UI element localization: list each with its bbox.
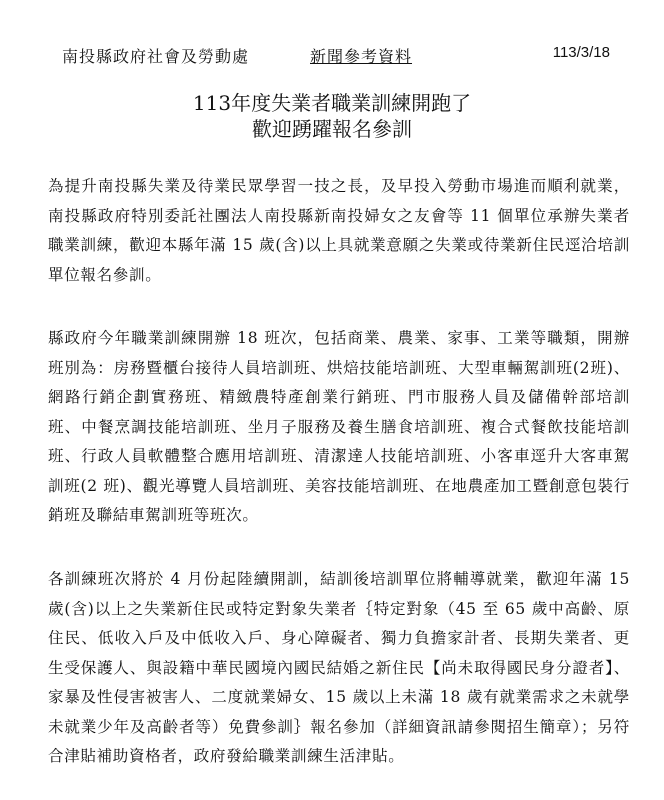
document-header bbox=[62, 44, 610, 70]
title-line-1: 113年度失業者職業訓練開跑了 bbox=[192, 91, 472, 115]
release-date: 113/3/18 bbox=[552, 44, 610, 61]
paragraph-courses: 縣政府今年職業訓練開辦 18 班次，包括商業、農業、家事、工業等職類，開辦班別為：房務暨櫃台接待人員培訓班、烘焙技能培訓班、大型車輛駕訓班(2班)、網路行銷企劃實務班、精緻農特產創業行銷班、門市服務人員及儲備幹部培訓班、中餐烹調技能培訓班、坐月子服務及養生膳食培訓班、複合式餐飲技能培訓班、行政人員軟體整合應用培訓班、清潔達人技能培訓班、小客車逕升大客車駕訓班(2 班)、觀光導覽人員培訓班、美容技能培訓班、在地農產加工暨創意包裝行銷班及聯結車駕訓班等班次。 bbox=[48, 329, 630, 524]
paragraph-enrollment: 各訓練班次將於 4 月份起陸續開訓，結訓後培訓單位將輔導就業，歡迎年滿 15 歲(含)以上之失業新住民或特定對象失業者｛特定對象（45 至 65 歲中高齡、原住民、低收入戶及中低收入戶、身心障礙者、獨力負擔家計者、長期失業者、更生受保護人、與設籍中華民國境內國民結婚之新住民【尚未取得國民身分證者】、家暴及性侵害被害人、二度就業婦女、15 歲以上未滿 18 歲有就業需求之未就學未就業少年及高齡者等）免費參訓｝報名參加（詳細資訊請參閱招生簡章）；另符合津貼補助資格者，政府發給職業訓練生活津貼。 bbox=[48, 570, 630, 765]
document-title bbox=[0, 90, 664, 142]
paragraph-intro: 為提升南投縣失業及待業民眾學習一技之長，及早投入勞動市場進而順利就業，南投縣政府特別委託社團法人南投縣新南投婦女之友會等 11 個單位承辦失業者職業訓練，歡迎本縣年滿 15 歲(含)以上具就業意願之失業或待業新住民逕洽培訓單位報名參訓。 bbox=[48, 177, 630, 284]
press-reference-label: 新聞參考資料 bbox=[310, 47, 413, 66]
title-line-2: 歡迎踴躍報名參訓 bbox=[252, 117, 412, 141]
agency-name: 南投縣政府社會及勞動處 bbox=[62, 47, 250, 66]
